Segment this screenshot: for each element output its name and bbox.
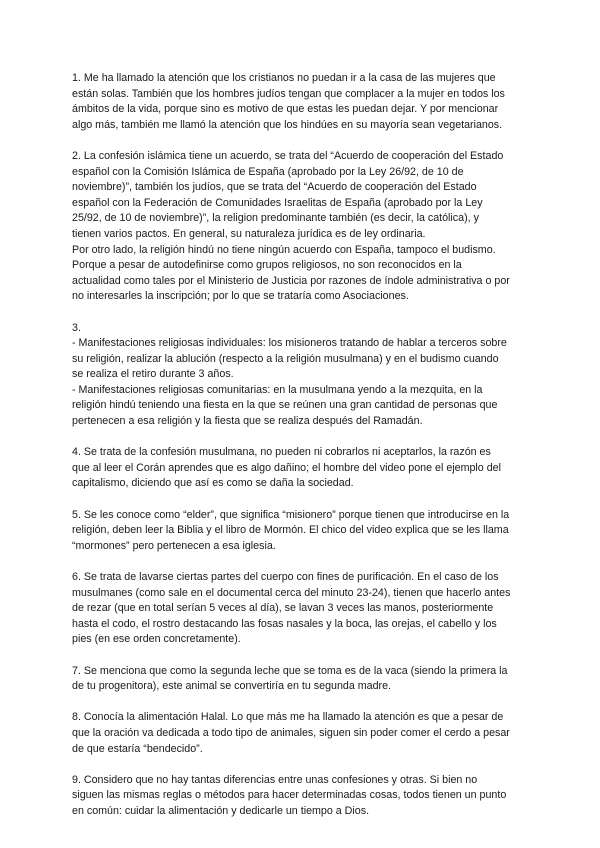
paragraph-5: 5. Se les conoce como “elder”, que significa “misionero” porque tienen que introducirse en la religión, deben leer la Biblia y el libro de Mormón. El chico del video explica que se les llama “mormones” pero pertenecen a esa iglesia. <box>72 508 510 552</box>
paragraph-gap <box>72 305 532 321</box>
paragraph-gap <box>72 695 532 711</box>
document-page <box>72 71 532 820</box>
paragraph-9: 9. Considero que no hay tantas diferencias entre unas confesiones y otras. Si bien no siguen las mismas reglas o métodos para hacer determinadas cosas, todos tienen un punto en común: cuidar la alimentación y dedicarle un tiempo a Dios. <box>72 773 507 817</box>
paragraph-1: 1. Me ha llamado la atención que los cristianos no puedan ir a la casa de las mujeres que están solas. También que los hombres judíos tengan que complacer a la mujer en todos los ámbitos de la vida, porque sino es motivo de que estas les puedan dejar. Y por mencionar algo más, también me llamó la atención que los hindúes en su mayoría sean vegetarianos. <box>72 72 505 131</box>
paragraph-8: 8. Conocía la alimentación Halal. Lo que más me ha llamado la atención es que a pesar de que la oración va dedicada a todo tipo de animales, siguen sin poder comer el cerdo a pesar de que estaría “bendecido”. <box>72 711 510 755</box>
paragraph-7: 7. Se menciona que como la segunda leche que se toma es de la vaca (siendo la primera la de tu progenitora), este animal se convertiría en tu segunda madre. <box>72 664 508 693</box>
paragraph-gap <box>72 492 532 508</box>
paragraph-gap <box>72 648 532 664</box>
paragraph-4: 4. Se trata de la confesión musulmana, no pueden ni cobrarlos ni aceptarlos, la razón es que al leer el Corán aprendes que es algo dañino; el hombre del video pone el ejemplo del capitalismo, diciendo que así es como se daña la sociedad. <box>72 446 501 490</box>
paragraph-3: 3. - Manifestaciones religiosas individuales: los misioneros tratando de hablar a terceros sobre su religión, realizar la ablución (respecto a la religión musulmana) y en el budismo cuando se realiza el retiro durante 3 años. - Manifestaciones religiosas comunitarias: en la musulmana yendo a la mezquita, en la religión hindú teniendo una fiesta en la que se reúnen una gran cantidad de personas que pertenecen a esa religión y la fiesta que se realiza después del Ramadán. <box>72 321 507 428</box>
paragraph-6: 6. Se trata de lavarse ciertas partes del cuerpo con fines de purificación. En el caso de los musulmanes (como sale en el documental cerca del minuto 23-24), tienen que hacerlo antes de rezar (que en total serían 5 veces al día), se lavan 3 veces las manos, posteriormente hasta el codo, el rostro destacando las fosas nasales y la boca, las orejas, el cabello y los pies (en ese orden concretamente). <box>72 571 511 646</box>
paragraph-gap <box>72 554 532 570</box>
paragraph-gap <box>72 430 532 446</box>
paragraph-2: 2. La confesión islámica tiene un acuerdo, se trata del “Acuerdo de cooperación del Estado español con la Comisión Islámica de España (aprobado por la Ley 26/92, de 10 de noviembre)”, también los judíos, que se trata del “Acuerdo de cooperación del Estado español con la Federación de Comunidades Israelitas de España (aprobado por la Ley 25/92, de 10 de noviembre)”, la religion predominante también (es decir, la católica), y tienen varios pactos. En general, su naturaleza jurídica es de ley ordinaria. Por otro lado, la religión hindú no tiene ningún acuerdo con España, tampoco el budismo. Porque a pesar de autodefinirse como grupos religiosos, no son reconocidos en la actualidad como tales por el Ministerio de Justicia por razones de índole administrativa o por no interesarles la inscripción; por lo que se trataría como Asociaciones. <box>72 149 510 303</box>
paragraph-gap <box>72 757 532 773</box>
paragraph-gap <box>72 133 532 149</box>
